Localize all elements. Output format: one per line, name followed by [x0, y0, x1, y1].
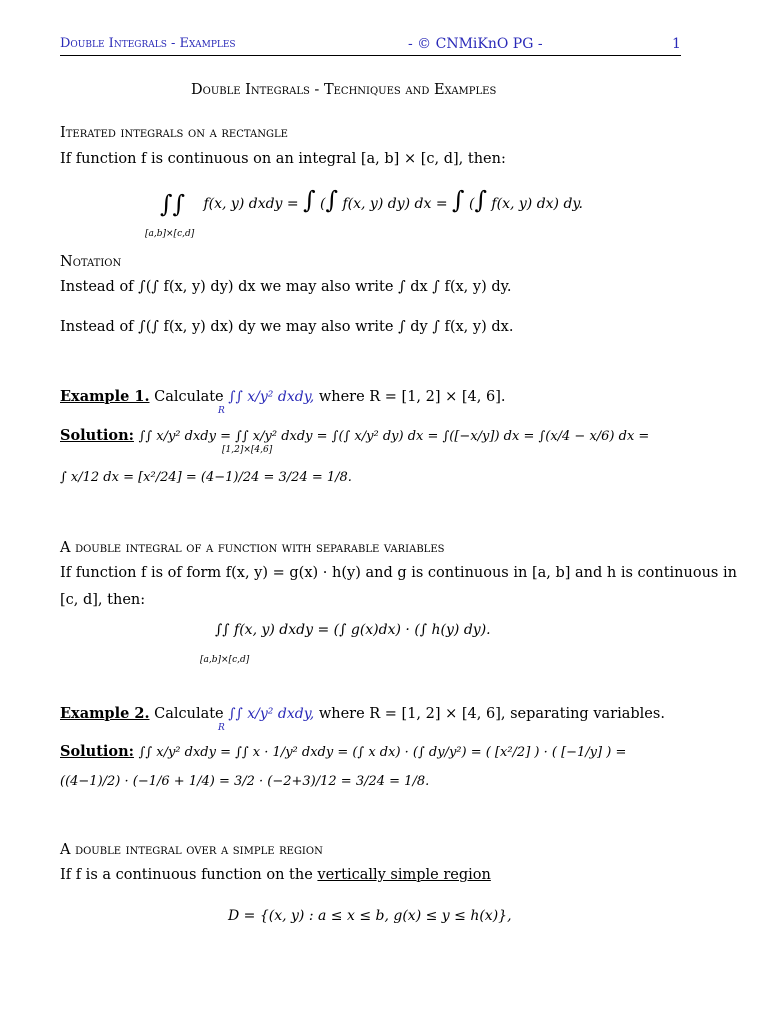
simple-region-definition: D = {(x, y) : a ≤ x ≤ b, g(x) ≤ y ≤ h(x)}, [228, 908, 512, 924]
example-1-region: R [218, 406, 225, 416]
example-2-region: R [218, 723, 225, 733]
example-2-solution-line-1: Solution: ∫∫ x/y² dxdy = ∫∫ x · 1/y² dxdy = (∫ x dx) · (∫ dy/y²) = ( [x²/2] ) · ( [−1/y] ) = [60, 743, 627, 760]
document-title: Double Integrals - Techniques and Examples [191, 82, 497, 98]
header-rule [60, 55, 681, 56]
example-1-integrand: ∫∫ x/y² dxdy, [228, 389, 315, 405]
section-heading-simple-region: A double integral over a simple region [60, 842, 323, 858]
example-1-solution-line-2: ∫ x/12 dx = [x²/24] = (4−1)/24 = 3/24 = 1/8. [60, 470, 352, 485]
section-heading-iterated: Iterated integrals on a rectangle [60, 125, 288, 141]
notation-line-2: Instead of ∫(∫ f(x, y) dx) dy we may also write ∫ dy ∫ f(x, y) dx. [60, 319, 514, 335]
example-2-solution-line-2: ((4−1)/2) · (−1/6 + 1/4) = 3/2 · (−2+3)/12 = 3/24 = 1/8. [60, 774, 430, 789]
iterated-formula: ∫∫ f(x, y) dxdy = ∫ (∫ f(x, y) dy) dx = ∫ (∫ f(x, y) dx) dy. [160, 186, 583, 218]
notation-heading: Notation [60, 254, 122, 270]
example-1-solution-line-1: Solution: ∫∫ x/y² dxdy = ∫∫ x/y² dxdy = ∫(∫ x/y² dy) dx = ∫([−x/y]) dx = ∫(x/4 − x/6) dx = [60, 427, 650, 444]
separable-intro-line-1: If function f is of form f(x, y) = g(x) · h(y) and g is continuous in [a, b] and h is continuous in [60, 565, 737, 581]
example-1-statement: Example 1. Calculate ∫∫ x/y² dxdy, where R = [1, 2] × [4, 6]. [60, 388, 506, 405]
separable-formula-region: [a,b]×[c,d] [200, 655, 250, 665]
example-2-solution-label: Solution: [60, 743, 134, 760]
vertically-simple-region-link[interactable]: vertically simple region [317, 867, 491, 883]
running-header-title: Double Integrals - Examples [60, 36, 236, 51]
separable-intro-line-2: [c, d], then: [60, 592, 146, 608]
section-intro-iterated: If function f is continuous on an integral [a, b] × [c, d], then: [60, 151, 506, 167]
simple-region-intro: If f is a continuous function on the vertically simple region [60, 867, 491, 883]
example-1-label: Example 1. [60, 388, 150, 405]
example-2-integrand: ∫∫ x/y² dxdy, [228, 706, 315, 722]
example-2-statement: Example 2. Calculate ∫∫ x/y² dxdy, where R = [1, 2] × [4, 6], separating variables. [60, 705, 665, 722]
running-header-copyright: - © CNMiKnO PG - [408, 36, 543, 52]
page-number: 1 [672, 36, 681, 52]
example-1-solution-label: Solution: [60, 427, 134, 444]
separable-formula: ∫∫ f(x, y) dxdy = (∫ g(x)dx) · (∫ h(y) dy). [215, 622, 491, 638]
section-heading-separable: A double integral of a function with separable variables [60, 540, 445, 556]
formula-region-label: [a,b]×[c,d] [145, 229, 195, 239]
example-1-subregion: [1,2]×[4,6] [222, 445, 273, 455]
example-2-label: Example 2. [60, 705, 150, 722]
notation-line-1: Instead of ∫(∫ f(x, y) dy) dx we may also write ∫ dx ∫ f(x, y) dy. [60, 279, 512, 295]
